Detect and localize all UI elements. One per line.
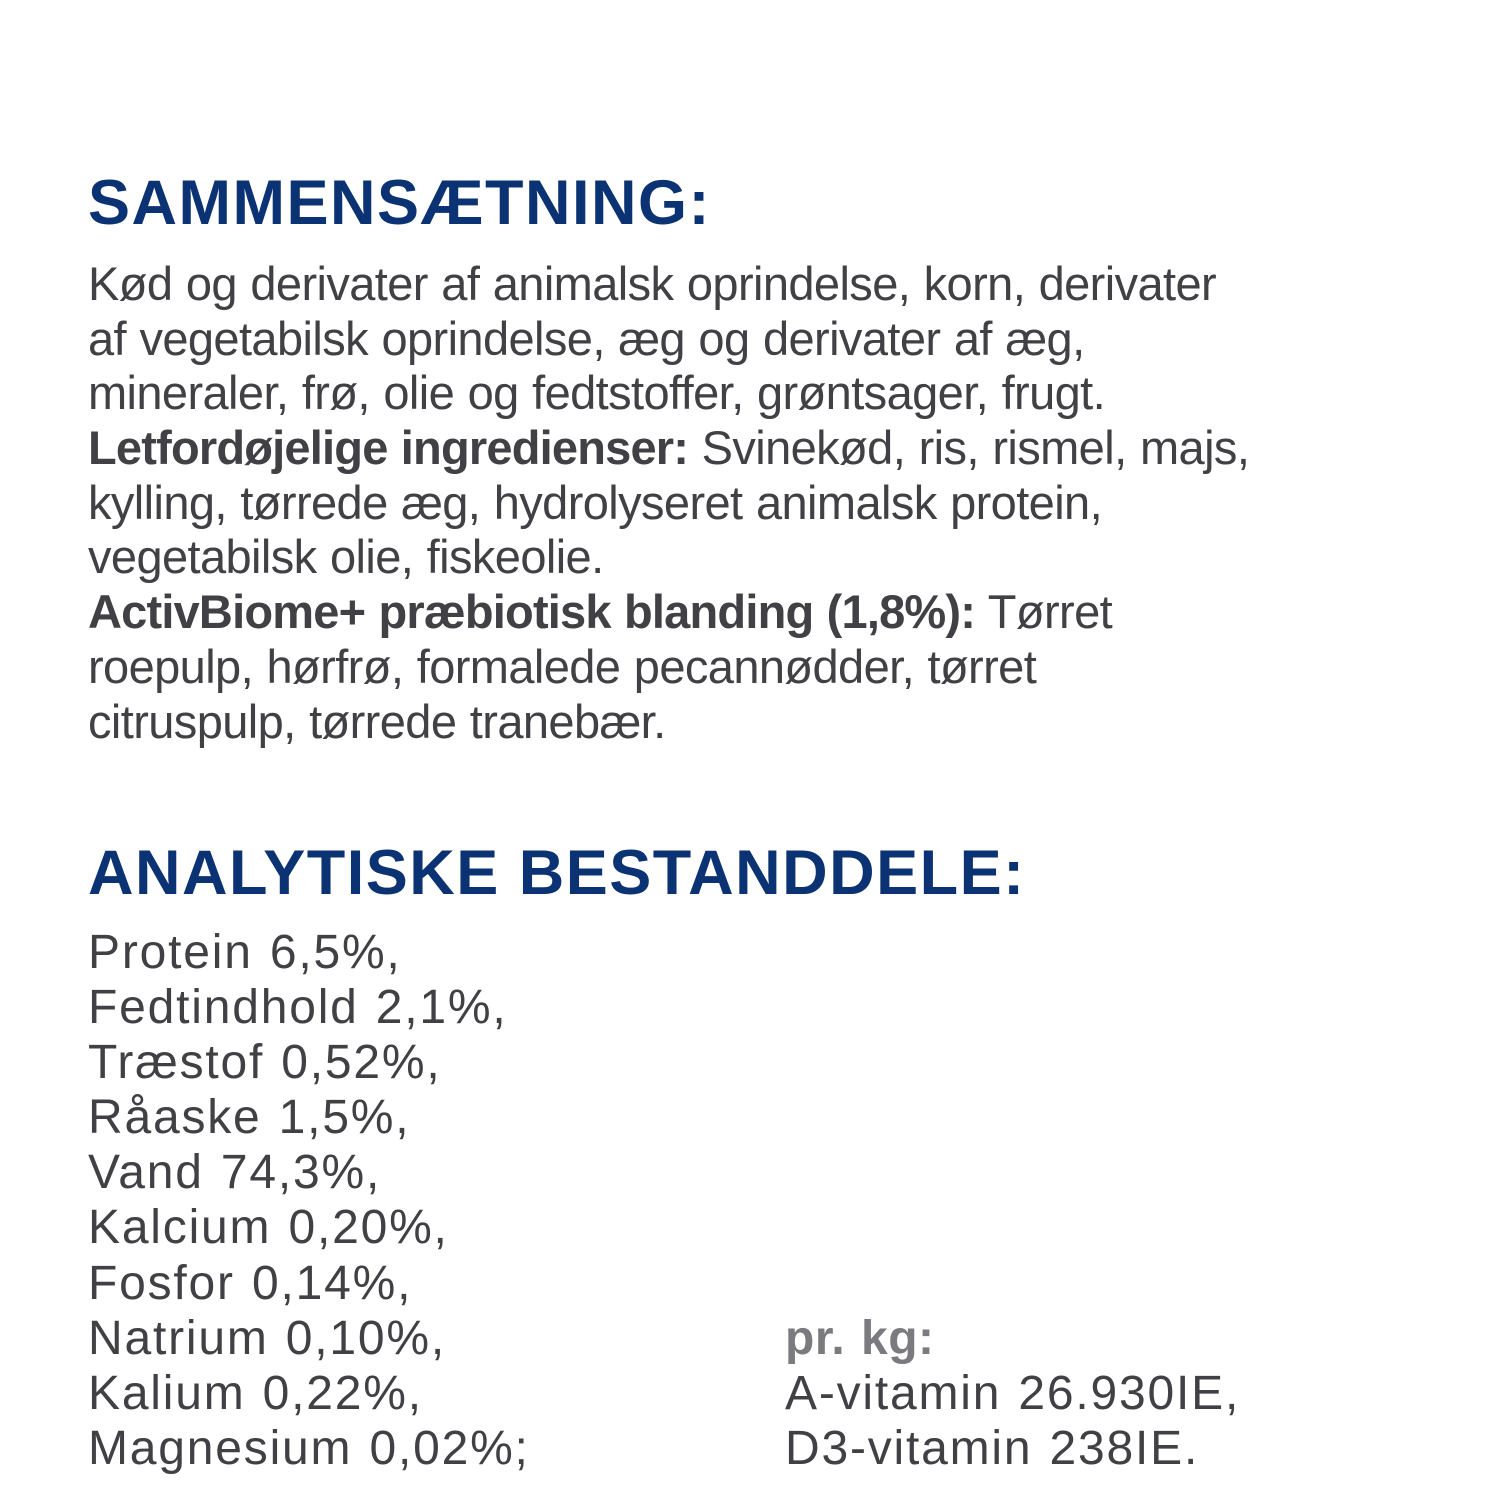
composition-line-text: vegetabilsk olie, fiskeolie. — [88, 530, 604, 584]
composition-line-text: citruspulp, tørrede tranebær. — [88, 694, 666, 748]
composition-line — [88, 530, 1488, 585]
composition-line — [88, 695, 1488, 750]
composition-line-text: Tørret — [975, 585, 1113, 639]
composition-line-text: Kød og derivater af animalsk oprindelse, korn, derivater — [88, 257, 1217, 310]
analysis-item-phosphorus: Fosfor 0,14%, — [88, 1256, 413, 1310]
digestible-ingredients-label: Letfordøjelige ingredienser: — [88, 421, 689, 475]
analysis-item-magnesium: Magnesium 0,02%; — [88, 1421, 530, 1475]
composition-line-text: Svinekød, ris, rismel, majs, — [688, 421, 1250, 475]
analysis-item-fat: Fedtindhold 2,1%, — [88, 981, 508, 1035]
analysis-item-ash: Råaske 1,5%, — [88, 1091, 411, 1145]
composition-line — [88, 366, 1488, 421]
composition-line — [88, 476, 1488, 531]
composition-line — [88, 585, 1488, 640]
analysis-list — [88, 925, 530, 1476]
analysis-item-potassium: Kalium 0,22%, — [88, 1366, 423, 1420]
composition-line-text: mineraler, frø, olie og fedtstoffer, grøntsager, frugt. — [88, 366, 1106, 420]
composition-line-text: af vegetabilsk oprindelse, æg og derivater af æg, — [88, 311, 1085, 365]
vitamin-d3-item: D3-vitamin 238IE. — [785, 1422, 1200, 1476]
analysis-item-calcium: Kalcium 0,20%, — [88, 1201, 449, 1255]
analysis-heading: ANALYTISKE BESTANDDELE: — [88, 838, 1026, 908]
composition-text — [88, 257, 1488, 749]
analysis-item-sodium: Natrium 0,10%, — [88, 1311, 446, 1365]
composition-line — [88, 640, 1488, 695]
analysis-item-protein: Protein 6,5%, — [88, 926, 402, 979]
composition-heading: SAMMENSÆTNING: — [88, 168, 711, 238]
analysis-item-water: Vand 74,3%, — [88, 1146, 382, 1200]
composition-line-text: roepulp, hørfrø, formalede pecannødder, tørret — [88, 639, 1037, 693]
composition-line — [88, 257, 1488, 312]
composition-line — [88, 421, 1488, 476]
vitamin-a-item: A-vitamin 26.930IE, — [785, 1367, 1241, 1421]
composition-line-text: kylling, tørrede æg, hydrolyseret animalsk protein, — [88, 475, 1103, 529]
per-kg-block — [785, 1311, 1240, 1476]
per-kg-label: pr. kg: — [785, 1312, 935, 1365]
analysis-item-fibre: Træstof 0,52%, — [88, 1036, 442, 1090]
composition-line — [88, 312, 1488, 367]
prebiotic-blend-label: ActivBiome+ præbiotisk blanding (1,8%): — [88, 585, 976, 639]
